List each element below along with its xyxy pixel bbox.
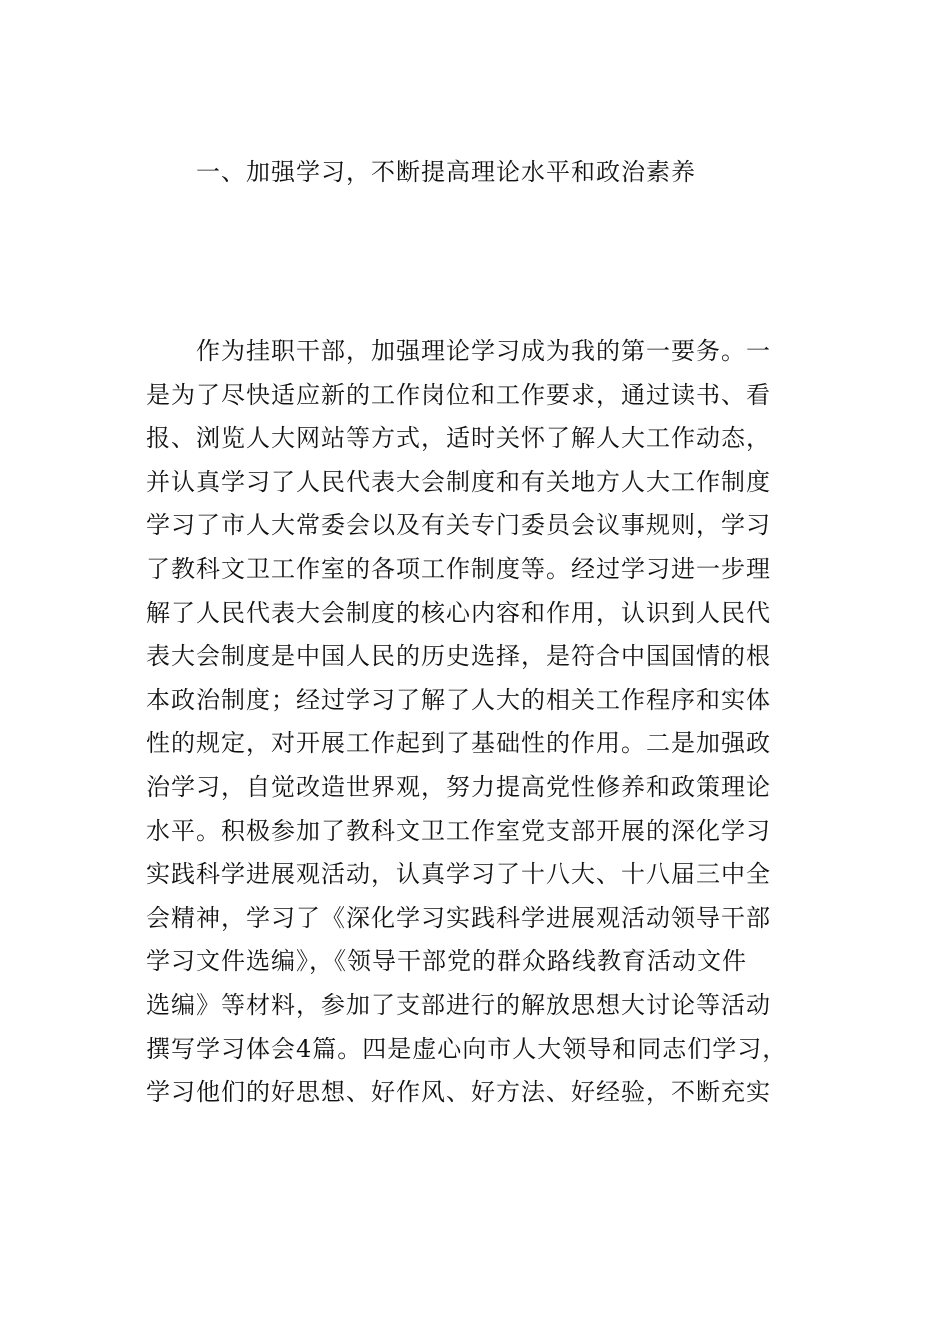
paragraph-line: 学习他们的好思想、好作风、好方法、好经验，不断充实: [146, 1078, 771, 1107]
paragraph-line: 报、浏览人大网站等方式，适时关怀了解人大工作动态，: [146, 424, 771, 453]
body-paragraph: [146, 330, 816, 1115]
paragraph-line: 了教科文卫工作室的各项工作制度等。经过学习进一步理: [146, 554, 771, 583]
paragraph-line: 选编》等材料，参加了支部进行的解放思想大讨论等活动: [146, 990, 771, 1019]
paragraph-line: 并认真学习了人民代表大会制度和有关地方人大工作制度: [146, 467, 771, 496]
paragraph-line: 解了人民代表大会制度的核心内容和作用，认识到人民代: [146, 598, 771, 627]
section-heading: 一、加强学习，不断提高理论水平和政治素养: [196, 158, 696, 186]
paragraph-line: 实践科学进展观活动，认真学习了十八大、十八届三中全: [146, 860, 771, 889]
paragraph-line: 水平。积极参加了教科文卫工作室党支部开展的深化学习: [146, 816, 771, 845]
paragraph-line: 学习文件选编》，《领导干部党的群众路线教育活动文件: [146, 947, 747, 976]
paragraph-line: 表大会制度是中国人民的历史选择，是符合中国国情的根: [146, 642, 771, 671]
paragraph-line: 作为挂职干部，加强理论学习成为我的第一要务。一: [196, 337, 771, 365]
paragraph-line: 治学习，自觉改造世界观，努力提高党性修养和政策理论: [146, 772, 771, 801]
paragraph-line: 会精神，学习了《深化学习实践科学进展观活动领导干部: [146, 903, 771, 932]
paragraph-line: 本政治制度；经过学习了解了人大的相关工作程序和实体: [146, 685, 771, 714]
paragraph-line: 是为了尽快适应新的工作岗位和工作要求，通过读书、看: [146, 380, 771, 409]
paragraph-line: 学习了市人大常委会以及有关专门委员会议事规则，学习: [146, 511, 771, 540]
paragraph-line: 性的规定，对开展工作起到了基础性的作用。二是加强政: [146, 729, 771, 758]
paragraph-line: 撰写学习体会4篇。四是虚心向市人大领导和同志们学习，: [146, 1034, 788, 1063]
